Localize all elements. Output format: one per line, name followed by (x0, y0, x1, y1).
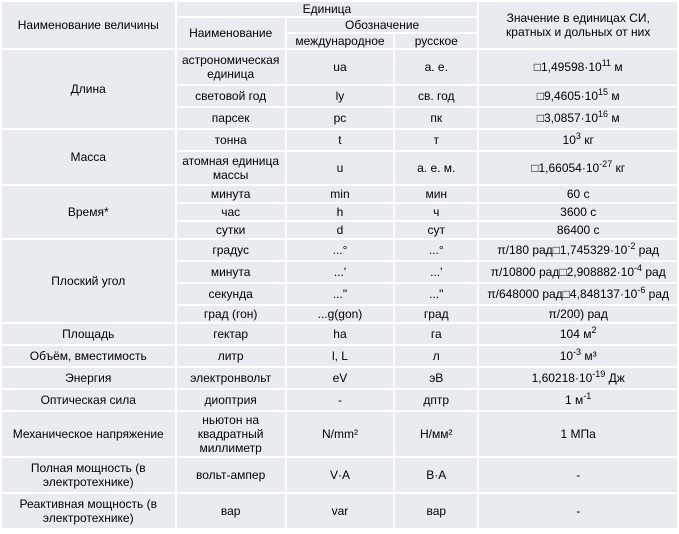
si-value-main: 1 МПа (560, 427, 596, 441)
rus-symbol-cell: Н/мм² (395, 412, 477, 456)
intl-symbol-cell: var (287, 494, 393, 528)
si-value-main: - (576, 468, 581, 482)
unit-name-cell: час (177, 204, 285, 220)
si-value-cell (479, 412, 677, 456)
si-value-main: π/648000 рад□4,848137·10 (487, 287, 638, 301)
si-value-exponent: 15 (598, 87, 609, 97)
quantity-cell: Реактивная мощность (в электротехнике) (2, 494, 175, 528)
si-value-unit: кг (612, 161, 626, 175)
intl-symbol-cell: ..." (287, 284, 393, 304)
si-value-main: 10 (562, 133, 576, 147)
si-value-main: - (576, 504, 581, 518)
si-value-unit: Дж (605, 371, 625, 385)
si-value-cell (479, 346, 677, 366)
table-row (2, 494, 677, 528)
si-value-cell (479, 186, 677, 202)
rus-symbol-cell: эВ (395, 368, 477, 388)
unit-name-cell: вар (177, 494, 285, 528)
intl-symbol-cell: eV (287, 368, 393, 388)
si-value-cell (479, 284, 677, 304)
unit-name-cell: секунда (177, 284, 285, 304)
quantity-cell: Полная мощность (в электротехнике) (2, 458, 175, 492)
intl-symbol-cell: d (287, 222, 393, 238)
si-value-cell (479, 222, 677, 238)
header-unit: Единица (177, 2, 478, 16)
si-value-cell (479, 204, 677, 220)
unit-name-cell: световой год (177, 86, 285, 106)
quantity-cell: Энергия (2, 368, 175, 388)
si-value-unit: м³ (581, 349, 597, 363)
si-value-cell (479, 390, 677, 410)
si-value-main: □3,0857·10 (536, 111, 599, 125)
rus-symbol-cell: вар (395, 494, 477, 528)
header-value-line2: кратных и дольных от них (506, 25, 651, 39)
unit-name-cell: тонна (177, 130, 285, 150)
table-row (2, 390, 677, 410)
quantity-cell: Время* (2, 186, 175, 238)
intl-symbol-cell: t (287, 130, 393, 150)
table-row (2, 458, 677, 492)
intl-symbol-cell: - (287, 390, 393, 410)
quantity-cell: Масса (2, 130, 175, 184)
table-row (2, 186, 677, 202)
intl-symbol-cell: ly (287, 86, 393, 106)
header-quantity: Наименование величины (2, 2, 175, 48)
quantity-cell: Площадь (2, 324, 175, 344)
si-value-unit: рад (645, 287, 670, 301)
header-value (479, 2, 677, 48)
unit-name-cell: литр (177, 346, 285, 366)
table-row (2, 50, 677, 84)
si-value-unit: м (608, 89, 620, 103)
quantity-cell: Механическое напряжение (2, 412, 175, 456)
si-value-main: π/180 рад□1,745329·10 (497, 243, 628, 257)
si-value-exponent: -19 (592, 369, 606, 379)
table-row (2, 368, 677, 388)
si-value-main: 1,60218·10 (531, 371, 593, 385)
intl-symbol-cell: ...' (287, 262, 393, 282)
unit-name-cell: вольт-ампер (177, 458, 285, 492)
rus-symbol-cell: дптр (395, 390, 477, 410)
intl-symbol-cell: h (287, 204, 393, 220)
si-value-cell (479, 306, 677, 322)
table-row (2, 240, 677, 260)
si-value-cell (479, 324, 677, 344)
si-value-cell (479, 50, 677, 84)
si-value-unit: рад (635, 243, 660, 257)
si-value-main: 104 м (559, 327, 592, 341)
rus-symbol-cell: л (395, 346, 477, 366)
table-row (2, 130, 677, 150)
si-value-exponent: 11 (601, 58, 612, 68)
rus-symbol-cell: св. год (395, 86, 477, 106)
si-value-exponent: -2 (627, 241, 636, 251)
header-designation: Обозначение (287, 18, 478, 32)
unit-name-cell: сутки (177, 222, 285, 238)
si-value-cell (479, 262, 677, 282)
si-value-exponent: -6 (637, 285, 646, 295)
rus-symbol-cell: а. е. м. (395, 152, 477, 184)
unit-name-cell: град (гон) (177, 306, 285, 322)
si-value-unit: м (608, 111, 620, 125)
si-value-exponent: 3 (575, 131, 581, 141)
si-value-cell (479, 108, 677, 128)
unit-name-cell: гектар (177, 324, 285, 344)
si-value-cell (479, 240, 677, 260)
rus-symbol-cell: В·А (395, 458, 477, 492)
rus-symbol-cell: га (395, 324, 477, 344)
rus-symbol-cell: град (395, 306, 477, 322)
table-row (2, 346, 677, 366)
si-value-exponent: -27 (599, 159, 613, 169)
si-value-cell (479, 152, 677, 184)
si-value-cell (479, 86, 677, 106)
unit-name-cell: астрономическая единица (177, 50, 285, 84)
rus-symbol-cell: пк (395, 108, 477, 128)
si-value-exponent: -1 (583, 391, 592, 401)
rus-symbol-cell: т (395, 130, 477, 150)
si-value-main: 60 с (566, 187, 590, 201)
intl-symbol-cell: ha (287, 324, 393, 344)
rus-symbol-cell: ..." (395, 284, 477, 304)
si-value-main: 1 м (565, 393, 584, 407)
si-value-main: □9,4605·10 (536, 89, 599, 103)
header-russian: русское (395, 34, 477, 48)
header-international: международное (287, 34, 393, 48)
intl-symbol-cell: pc (287, 108, 393, 128)
unit-name-cell: атомная единица массы (177, 152, 285, 184)
si-value-main: π/200) рад (548, 307, 608, 321)
si-value-unit: кг (580, 133, 594, 147)
unit-name-cell: минута (177, 186, 285, 202)
si-value-main: □1,49598·10 (533, 60, 602, 74)
intl-symbol-cell: u (287, 152, 393, 184)
table-row (2, 412, 677, 456)
units-body (2, 50, 677, 528)
intl-symbol-cell: ...° (287, 240, 393, 260)
intl-symbol-cell: ...g(gon) (287, 306, 393, 322)
header-value-line1: Значение в единицах СИ, (506, 11, 650, 25)
si-value-main: π/10800 рад□2,908882·10 (490, 265, 634, 279)
intl-symbol-cell: l, L (287, 346, 393, 366)
si-value-cell (479, 130, 677, 150)
si-value-exponent: 16 (598, 109, 609, 119)
unit-name-cell: ньютон на квадратный миллиметр (177, 412, 285, 456)
unit-name-cell: парсек (177, 108, 285, 128)
si-value-main: 10 (559, 349, 574, 363)
unit-name-cell: градус (177, 240, 285, 260)
si-value-unit: м (611, 60, 623, 74)
si-value-unit: рад (642, 265, 666, 279)
header-name: Наименование (177, 18, 285, 48)
table-row (2, 324, 677, 344)
unit-name-cell: минута (177, 262, 285, 282)
si-value-cell (479, 494, 677, 528)
quantity-cell: Объём, вместимость (2, 346, 175, 366)
si-value-main: □1,66054·10 (531, 161, 600, 175)
rus-symbol-cell: а. е. (395, 50, 477, 84)
rus-symbol-cell: мин (395, 186, 477, 202)
intl-symbol-cell: N/mm² (287, 412, 393, 456)
rus-symbol-cell: сут (395, 222, 477, 238)
rus-symbol-cell: ...' (395, 262, 477, 282)
unit-name-cell: электронвольт (177, 368, 285, 388)
intl-symbol-cell: min (287, 186, 393, 202)
quantity-cell: Длина (2, 50, 175, 128)
si-value-main: 86400 с (556, 223, 600, 237)
si-value-exponent: -4 (634, 263, 643, 273)
si-value-cell (479, 458, 677, 492)
quantity-cell: Оптическая сила (2, 390, 175, 410)
si-value-main: 3600 с (560, 205, 597, 219)
unit-name-cell: диоптрия (177, 390, 285, 410)
rus-symbol-cell: ...° (395, 240, 477, 260)
quantity-cell: Плоский угол (2, 240, 175, 322)
rus-symbol-cell: ч (395, 204, 477, 220)
si-value-cell (479, 368, 677, 388)
si-value-exponent: 2 (591, 325, 597, 335)
intl-symbol-cell: V·A (287, 458, 393, 492)
si-value-exponent: -3 (573, 347, 582, 357)
intl-symbol-cell: ua (287, 50, 393, 84)
